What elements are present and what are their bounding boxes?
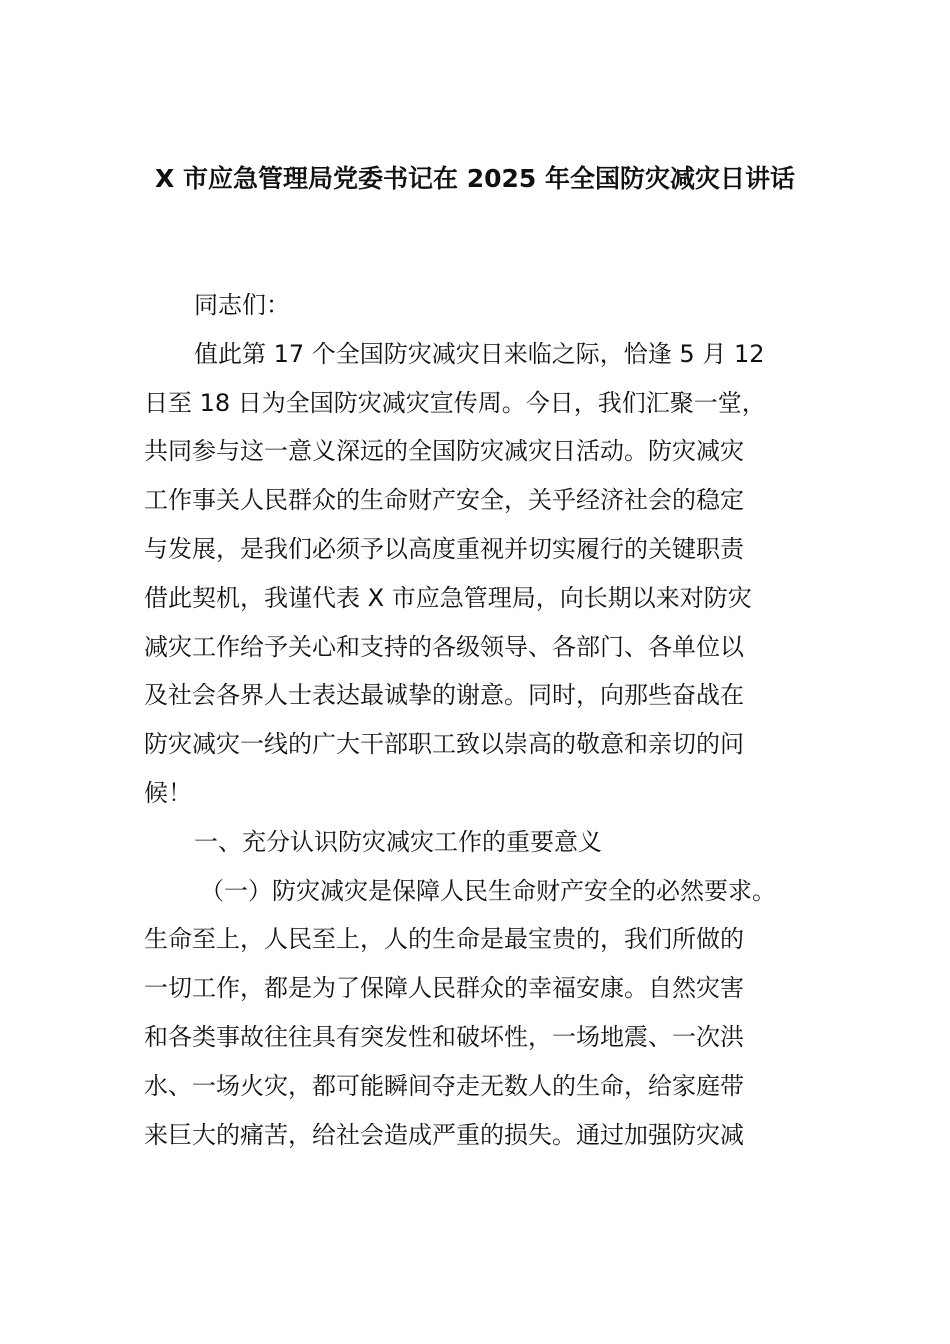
paragraph-line: 生命至上，人民至上，人的生命是最宝贵的，我们所做的 xyxy=(144,925,744,954)
paragraph-line: 一切工作，都是为了保障人民群众的幸福安康。自然灾害 xyxy=(144,974,744,1003)
document-title: X 市应急管理局党委书记在 2025 年全国防灾减灾日讲话 xyxy=(155,164,795,193)
paragraph-line: 及社会各界人士表达最诚挚的谢意。同时，向那些奋战在 xyxy=(144,681,744,710)
paragraph-line: 借此契机，我谨代表 X 市应急管理局，向长期以来对防灾 xyxy=(144,583,752,612)
paragraph-line: 日至 18 日为全国防灾减灾宣传周。今日，我们汇聚一堂， xyxy=(144,388,766,417)
paragraph-line: 减灾工作给予关心和支持的各级领导、各部门、各单位以 xyxy=(144,632,744,661)
section-heading: 一、充分认识防灾减灾工作的重要意义 xyxy=(194,827,602,856)
paragraph-line: 和各类事故往往具有突发性和破坏性，一场地震、一次洪 xyxy=(144,1022,744,1051)
paragraph-line: 来巨大的痛苦，给社会造成严重的损失。通过加强防灾减 xyxy=(144,1120,744,1149)
paragraph-line: 与发展，是我们必须予以高度重视并切实履行的关键职责 xyxy=(144,534,744,563)
paragraph-line: 候！ xyxy=(144,778,192,807)
paragraph-line: 工作事关人民群众的生命财产安全，关乎经济社会的稳定 xyxy=(144,486,744,515)
document-body xyxy=(144,281,834,1159)
paragraph-line: 水、一场火灾，都可能瞬间夺走无数人的生命，给家庭带 xyxy=(144,1071,744,1100)
paragraph-line: 值此第 17 个全国防灾减灾日来临之际，恰逢 5 月 12 xyxy=(194,339,765,368)
subsection-heading: （一）防灾减灾是保障人民生命财产安全的必然要求。 xyxy=(200,876,776,905)
paragraph-line: 防灾减灾一线的广大干部职工致以崇高的敬意和亲切的问 xyxy=(144,730,744,759)
paragraph-line: 共同参与这一意义深远的全国防灾减灾日活动。防灾减灾 xyxy=(144,437,744,466)
salutation: 同志们： xyxy=(194,291,290,319)
